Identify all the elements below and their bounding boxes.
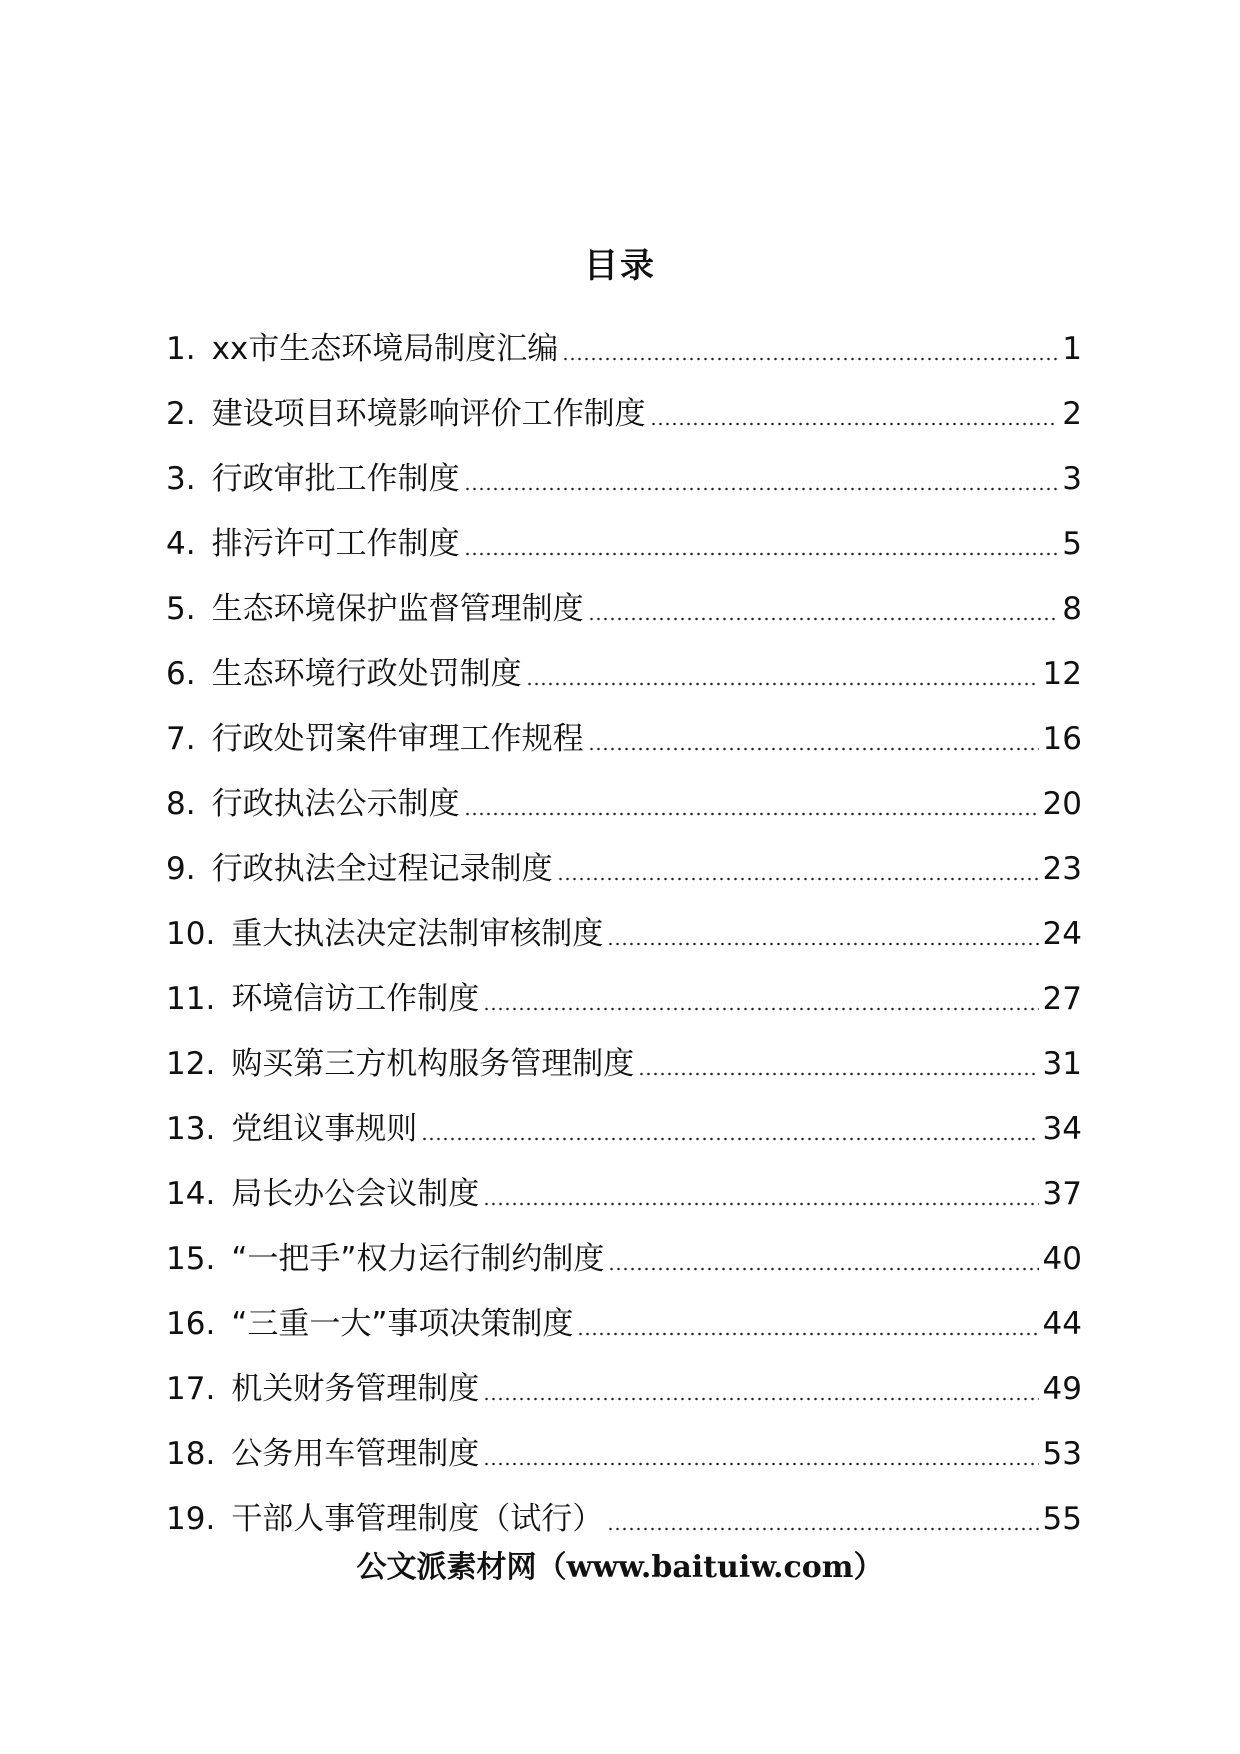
toc-entry-title: 环境信访工作制度	[231, 981, 480, 1017]
toc-entry[interactable]	[166, 305, 1082, 370]
toc-entry-number: 1.	[166, 331, 196, 367]
toc-entry[interactable]	[166, 1020, 1082, 1085]
toc-entry-page: 2	[1062, 396, 1082, 432]
toc-entry[interactable]	[166, 955, 1082, 1020]
toc-entry[interactable]	[166, 1280, 1082, 1345]
toc-entry-title: 生态环境行政处罚制度	[211, 656, 522, 692]
toc-dot-leader	[562, 357, 1058, 361]
toc-entry-page: 24	[1042, 916, 1082, 952]
toc-entry-number: 16.	[166, 1306, 216, 1342]
toc-dot-leader	[608, 1267, 1038, 1271]
toc-entry-title: 党组议事规则	[231, 1111, 418, 1147]
toc-entry-page: 31	[1042, 1046, 1082, 1082]
toc-entry-page: 16	[1042, 721, 1082, 757]
toc-entry-title: 行政处罚案件审理工作规程	[211, 721, 584, 757]
toc-entry-number: 12.	[166, 1046, 216, 1082]
toc-entry[interactable]	[166, 500, 1082, 565]
toc-entry-title: 排污许可工作制度	[211, 526, 460, 562]
toc-entry-title: 行政执法全过程记录制度	[211, 851, 553, 887]
toc-entry-title: “一把手”权力运行制约制度	[231, 1241, 605, 1277]
toc-dot-leader	[607, 942, 1038, 946]
toc-entry-title: xx市生态环境局制度汇编	[211, 331, 559, 367]
toc-entry-page: 23	[1042, 851, 1082, 887]
toc-entry-page: 44	[1042, 1306, 1082, 1342]
toc-dot-leader	[464, 812, 1039, 816]
toc-entry[interactable]	[166, 825, 1082, 890]
toc-dot-leader	[421, 1137, 1038, 1141]
toc-entry-title: 建设项目环境影响评价工作制度	[211, 396, 646, 432]
toc-entry-title: 行政执法公示制度	[211, 786, 460, 822]
toc-entry-title: 重大执法决定法制审核制度	[231, 916, 604, 952]
toc-entry-page: 49	[1042, 1371, 1082, 1407]
toc-entry[interactable]	[166, 1215, 1082, 1280]
toc-title: 目录	[584, 246, 656, 286]
toc-entry[interactable]	[166, 630, 1082, 695]
toc-entry[interactable]	[166, 1475, 1082, 1540]
toc-dot-leader	[464, 487, 1059, 491]
toc-entry-number: 19.	[166, 1501, 216, 1537]
toc-entry-number: 5.	[166, 591, 196, 627]
toc-entry-page: 53	[1042, 1436, 1082, 1472]
toc-dot-leader	[483, 1397, 1038, 1401]
toc-entry-title: 购买第三方机构服务管理制度	[231, 1046, 635, 1082]
toc-entry[interactable]	[166, 1085, 1082, 1150]
toc-entry-page: 12	[1042, 656, 1082, 692]
toc-entry[interactable]	[166, 565, 1082, 630]
toc-dot-leader	[483, 1007, 1038, 1011]
toc-entry-page: 37	[1042, 1176, 1082, 1212]
toc-dot-leader	[483, 1202, 1038, 1206]
toc-list	[166, 305, 1082, 1540]
toc-entry[interactable]	[166, 760, 1082, 825]
toc-entry-title: 行政审批工作制度	[211, 461, 460, 497]
toc-entry-number: 15.	[166, 1241, 216, 1277]
toc-dot-leader	[526, 682, 1039, 686]
toc-entry[interactable]	[166, 890, 1082, 955]
toc-entry-number: 2.	[166, 396, 196, 432]
toc-entry-number: 11.	[166, 981, 216, 1017]
toc-entry-page: 1	[1062, 331, 1082, 367]
toc-entry-page: 8	[1062, 591, 1082, 627]
toc-entry-title: 干部人事管理制度（试行）	[231, 1501, 604, 1537]
toc-entry-number: 13.	[166, 1111, 216, 1147]
toc-entry-number: 14.	[166, 1176, 216, 1212]
toc-entry[interactable]	[166, 1345, 1082, 1410]
toc-entry-page: 3	[1062, 461, 1082, 497]
toc-entry-page: 55	[1042, 1501, 1082, 1537]
toc-dot-leader	[577, 1332, 1038, 1336]
toc-dot-leader	[588, 617, 1059, 621]
toc-entry-page: 40	[1042, 1241, 1082, 1277]
toc-entry-number: 3.	[166, 461, 196, 497]
toc-entry-number: 18.	[166, 1436, 216, 1472]
toc-entry[interactable]	[166, 1410, 1082, 1475]
toc-entry-title: 局长办公会议制度	[231, 1176, 480, 1212]
toc-entry-title: 公务用车管理制度	[231, 1436, 480, 1472]
toc-entry-page: 34	[1042, 1111, 1082, 1147]
toc-entry[interactable]	[166, 1150, 1082, 1215]
toc-entry-number: 9.	[166, 851, 196, 887]
toc-dot-leader	[638, 1072, 1038, 1076]
toc-entry-page: 20	[1042, 786, 1082, 822]
toc-entry[interactable]	[166, 695, 1082, 760]
toc-dot-leader	[483, 1462, 1038, 1466]
toc-entry-number: 4.	[166, 526, 196, 562]
toc-entry-number: 17.	[166, 1371, 216, 1407]
toc-entry-number: 6.	[166, 656, 196, 692]
footer-credit: 公文派素材网（www.baituiw.com）	[356, 1550, 884, 1585]
toc-entry-title: 机关财务管理制度	[231, 1371, 480, 1407]
toc-entry-page: 27	[1042, 981, 1082, 1017]
toc-entry-number: 7.	[166, 721, 196, 757]
toc-dot-leader	[607, 1527, 1038, 1531]
toc-entry-number: 10.	[166, 916, 216, 952]
toc-entry-title: 生态环境保护监督管理制度	[211, 591, 584, 627]
toc-dot-leader	[464, 552, 1059, 556]
toc-dot-leader	[557, 877, 1039, 881]
toc-entry[interactable]	[166, 435, 1082, 500]
toc-entry-page: 5	[1062, 526, 1082, 562]
toc-entry[interactable]	[166, 370, 1082, 435]
toc-entry-number: 8.	[166, 786, 196, 822]
toc-dot-leader	[588, 747, 1039, 751]
toc-dot-leader	[650, 422, 1059, 426]
toc-entry-title: “三重一大”事项决策制度	[231, 1306, 574, 1342]
